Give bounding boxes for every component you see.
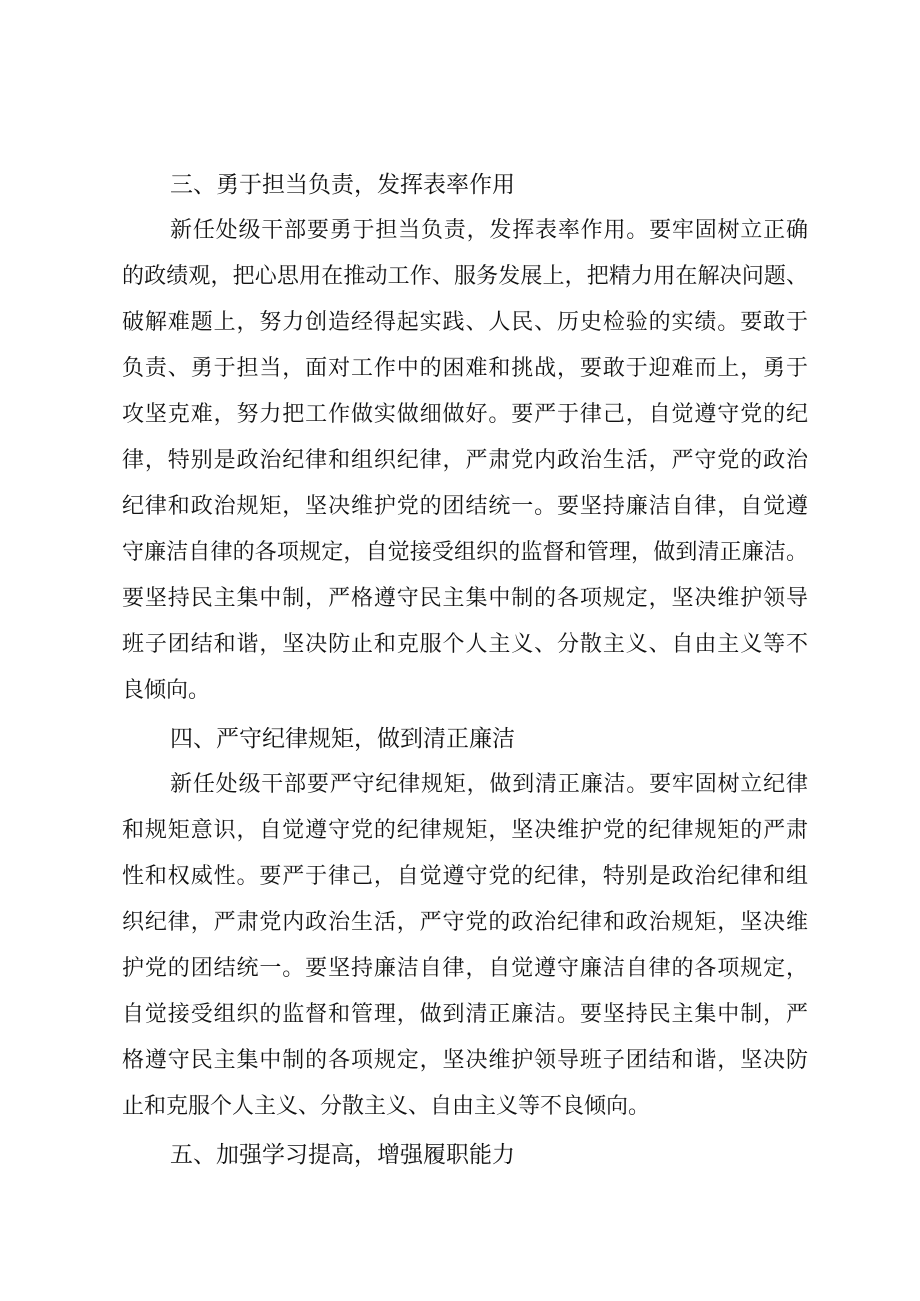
paragraph-line: 班子团结和谐，坚决防止和克服个人主义、分散主义、自由主义等不 [122,632,808,657]
paragraph-line: 自觉接受组织的监督和管理，做到清正廉洁。要坚持民主集中制，严 [122,1002,808,1027]
paragraph-line: 新任处级干部要勇于担当负责，发挥表率作用。要牢固树立正确 [170,218,808,243]
paragraph-line: 破解难题上，努力创造经得起实践、人民、历史检验的实绩。要敢于 [122,310,808,335]
section-heading-5: 五、加强学习提高，增强履职能力 [170,1142,515,1168]
paragraph-line: 的政绩观，把心思用在推动工作、服务发展上，把精力用在解决问题、 [122,264,808,289]
paragraph-line: 良倾向。 [122,678,211,703]
paragraph-line: 和规矩意识，自觉遵守党的纪律规矩，坚决维护党的纪律规矩的严肃 [122,818,808,843]
section-body-4 [122,762,808,1130]
section-heading-3: 三、勇于担当负责，发挥表率作用 [170,172,515,198]
paragraph-line: 新任处级干部要严守纪律规矩，做到清正廉洁。要牢固树立纪律 [170,772,808,797]
paragraph-line: 负责、勇于担当，面对工作中的困难和挑战，要敢于迎难而上，勇于 [122,356,808,381]
paragraph-line: 护党的团结统一。要坚持廉洁自律，自觉遵守廉洁自律的各项规定， [122,956,808,981]
paragraph-line: 止和克服个人主义、分散主义、自由主义等不良倾向。 [122,1094,651,1119]
document-content [122,162,808,1178]
section-heading-4: 四、严守纪律规矩，做到清正廉洁 [170,726,515,752]
paragraph-line: 律，特别是政治纪律和组织纪律，严肃党内政治生活，严守党的政治 [122,448,808,473]
paragraph-line: 攻坚克难，努力把工作做实做细做好。要严于律己，自觉遵守党的纪 [122,402,808,427]
paragraph-line: 织纪律，严肃党内政治生活，严守党的政治纪律和政治规矩，坚决维 [122,910,808,935]
paragraph-line: 要坚持民主集中制，严格遵守民主集中制的各项规定，坚决维护领导 [122,586,808,611]
section-body-3 [122,208,808,714]
paragraph-line: 格遵守民主集中制的各项规定，坚决维护领导班子团结和谐，坚决防 [122,1048,808,1073]
paragraph-line: 守廉洁自律的各项规定，自觉接受组织的监督和管理，做到清正廉洁。 [122,540,808,565]
paragraph-line: 纪律和政治规矩，坚决维护党的团结统一。要坚持廉洁自律，自觉遵 [122,494,808,519]
paragraph-line: 性和权威性。要严于律己，自觉遵守党的纪律，特别是政治纪律和组 [122,864,808,889]
